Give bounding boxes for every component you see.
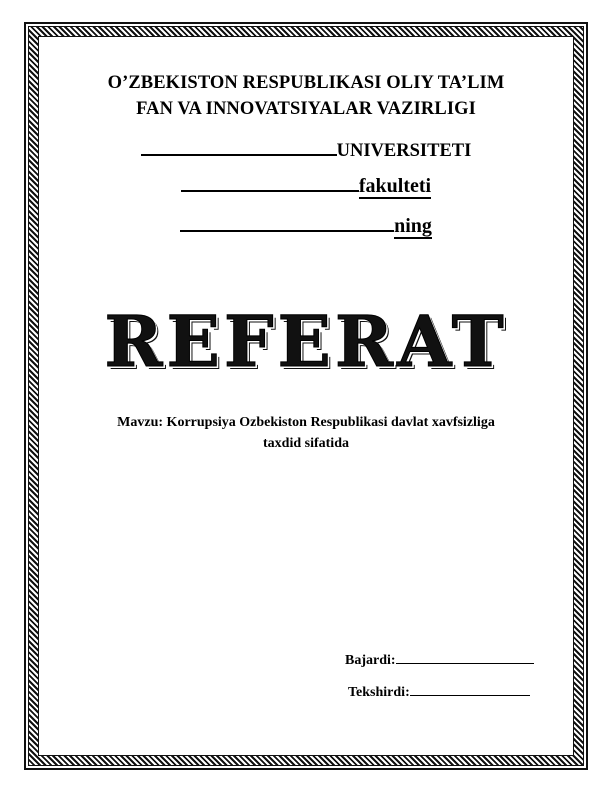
topic-line-1: Mavzu: Korrupsiya Ozbekiston Respublikasi davlat xavfsizliga — [117, 415, 495, 430]
checked-label: Tekshirdi: — [348, 685, 410, 700]
faculty-blank-line — [181, 174, 359, 192]
performed-blank-line — [396, 651, 534, 664]
topic-line-2: taxdid sifatida — [263, 436, 349, 451]
ministry-line-1: O’ZBEKISTON RESPUBLIKASI OLIY TA’LIM — [107, 73, 505, 93]
university-label: UNIVERSITETI — [336, 141, 472, 161]
document-title: REFERAT — [104, 300, 508, 383]
ministry-heading — [0, 70, 612, 122]
ning-label: ning — [394, 215, 432, 237]
university-blank-line — [141, 138, 337, 156]
topic-text — [0, 412, 612, 454]
checked-by-field — [348, 683, 530, 701]
faculty-field — [0, 174, 612, 198]
ministry-line-2: FAN VA INNOVATSIYALAR VAZIRLIGI — [136, 99, 476, 119]
checked-blank-line — [410, 683, 530, 696]
university-field — [0, 138, 612, 162]
performed-by-field — [345, 651, 534, 669]
performed-label: Bajardi: — [345, 653, 396, 668]
ning-blank-line — [180, 214, 394, 232]
ning-field — [0, 214, 612, 238]
faculty-label: fakulteti — [358, 175, 432, 197]
